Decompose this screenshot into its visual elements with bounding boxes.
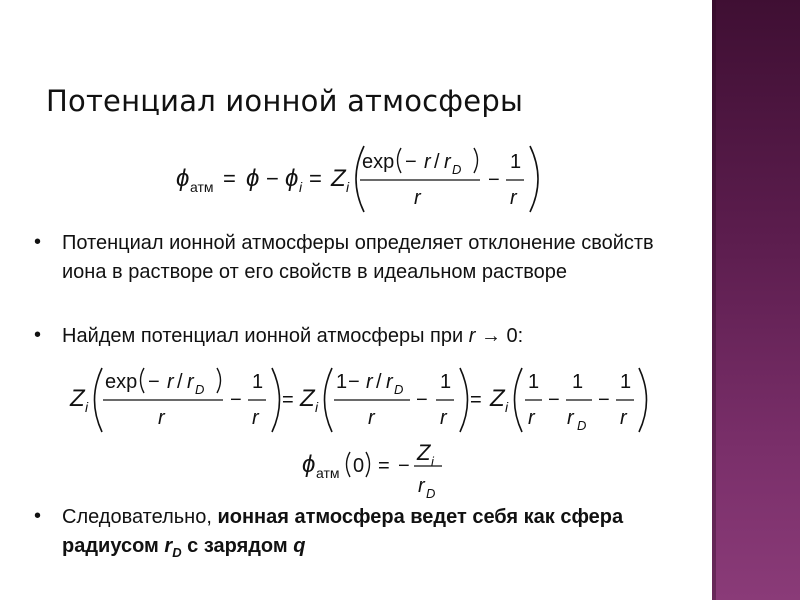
- svg-text:r: r: [252, 407, 259, 429]
- svg-text:r: r: [567, 407, 574, 429]
- svg-text:−: −: [416, 389, 428, 411]
- svg-text:ϕ: ϕ: [246, 165, 260, 192]
- svg-text:ϕ: ϕ: [285, 165, 299, 192]
- svg-text:атм: атм: [190, 179, 214, 195]
- svg-text:=: =: [282, 389, 294, 411]
- svg-text:i: i: [85, 399, 89, 415]
- svg-text:ϕ: ϕ: [176, 165, 190, 192]
- svg-text:i: i: [299, 179, 303, 195]
- svg-text:r: r: [187, 371, 194, 393]
- svg-text:Z: Z: [70, 385, 85, 412]
- svg-text:−: −: [148, 371, 160, 393]
- bullet-text: Следовательно, ионная атмосфера ведет себя как сфера радиусом $r_D$ с зарядом q: [62, 506, 624, 560]
- svg-text:1: 1: [510, 151, 522, 173]
- bullet-text: Потенциал ионной атмосферы определяет отклонение свойств иона в растворе от его свойств в идеальном растворе: [62, 232, 654, 283]
- svg-text:Z: Z: [417, 440, 431, 465]
- svg-text:r: r: [620, 407, 627, 429]
- svg-text:r: r: [167, 371, 174, 393]
- slide-title: Потенциал ионной атмосферы: [46, 84, 524, 118]
- svg-text:1: 1: [252, 371, 264, 393]
- svg-text:−: −: [488, 169, 500, 191]
- svg-text:/: /: [177, 371, 183, 393]
- bullet-marker: •: [34, 231, 42, 253]
- bullet-marker: •: [34, 324, 42, 346]
- svg-text:D: D: [452, 162, 462, 177]
- svg-text:−: −: [398, 455, 410, 477]
- svg-text:r: r: [528, 407, 535, 429]
- svg-text:=: =: [470, 389, 482, 411]
- svg-text:D: D: [426, 486, 436, 501]
- svg-text:1: 1: [620, 371, 632, 393]
- svg-text:r: r: [444, 151, 451, 173]
- svg-text:r: r: [386, 371, 393, 393]
- decorative-side-band: [712, 0, 800, 600]
- svg-text:i: i: [431, 454, 434, 469]
- svg-text:/: /: [434, 151, 440, 173]
- svg-text:i: i: [346, 179, 350, 195]
- svg-text:−: −: [548, 389, 560, 411]
- bullet-marker: •: [34, 505, 42, 527]
- svg-text:ϕ: ϕ: [302, 451, 316, 478]
- svg-text:exp: exp: [362, 151, 395, 173]
- svg-text:=: =: [223, 166, 236, 191]
- svg-text:0: 0: [353, 455, 365, 477]
- svg-text:r: r: [510, 187, 517, 209]
- formula-potential-definition: [176, 140, 556, 220]
- svg-text:r: r: [414, 187, 421, 209]
- svg-text:Z: Z: [300, 385, 315, 412]
- svg-text:r: r: [418, 475, 425, 497]
- svg-text:r: r: [440, 407, 447, 429]
- svg-text:−: −: [230, 389, 242, 411]
- svg-text:1: 1: [528, 371, 540, 393]
- svg-text:−: −: [266, 166, 279, 191]
- formula-limit-expansion: [70, 362, 650, 438]
- svg-text:r: r: [158, 407, 165, 429]
- svg-text:D: D: [195, 382, 205, 397]
- svg-text:i: i: [505, 399, 509, 415]
- svg-text:−: −: [348, 371, 360, 393]
- formula-potential-at-zero: [302, 438, 462, 504]
- bullet-text: Найдем потенциал ионной атмосферы при r → 0:: [62, 325, 524, 347]
- svg-text:r: r: [366, 371, 373, 393]
- svg-text:/: /: [376, 371, 382, 393]
- svg-text:1: 1: [440, 371, 452, 393]
- svg-text:=: =: [378, 455, 390, 477]
- svg-text:Z: Z: [331, 165, 346, 192]
- svg-text:=: =: [309, 166, 322, 191]
- svg-text:D: D: [394, 382, 404, 397]
- svg-text:exp: exp: [105, 371, 138, 393]
- svg-text:−: −: [405, 151, 417, 173]
- svg-text:r: r: [368, 407, 375, 429]
- svg-text:i: i: [315, 399, 319, 415]
- svg-text:1: 1: [336, 371, 348, 393]
- svg-text:−: −: [598, 389, 610, 411]
- svg-text:D: D: [577, 418, 587, 433]
- svg-text:атм: атм: [316, 465, 340, 481]
- svg-text:Z: Z: [490, 385, 505, 412]
- svg-text:r: r: [424, 151, 431, 173]
- svg-text:1: 1: [572, 371, 584, 393]
